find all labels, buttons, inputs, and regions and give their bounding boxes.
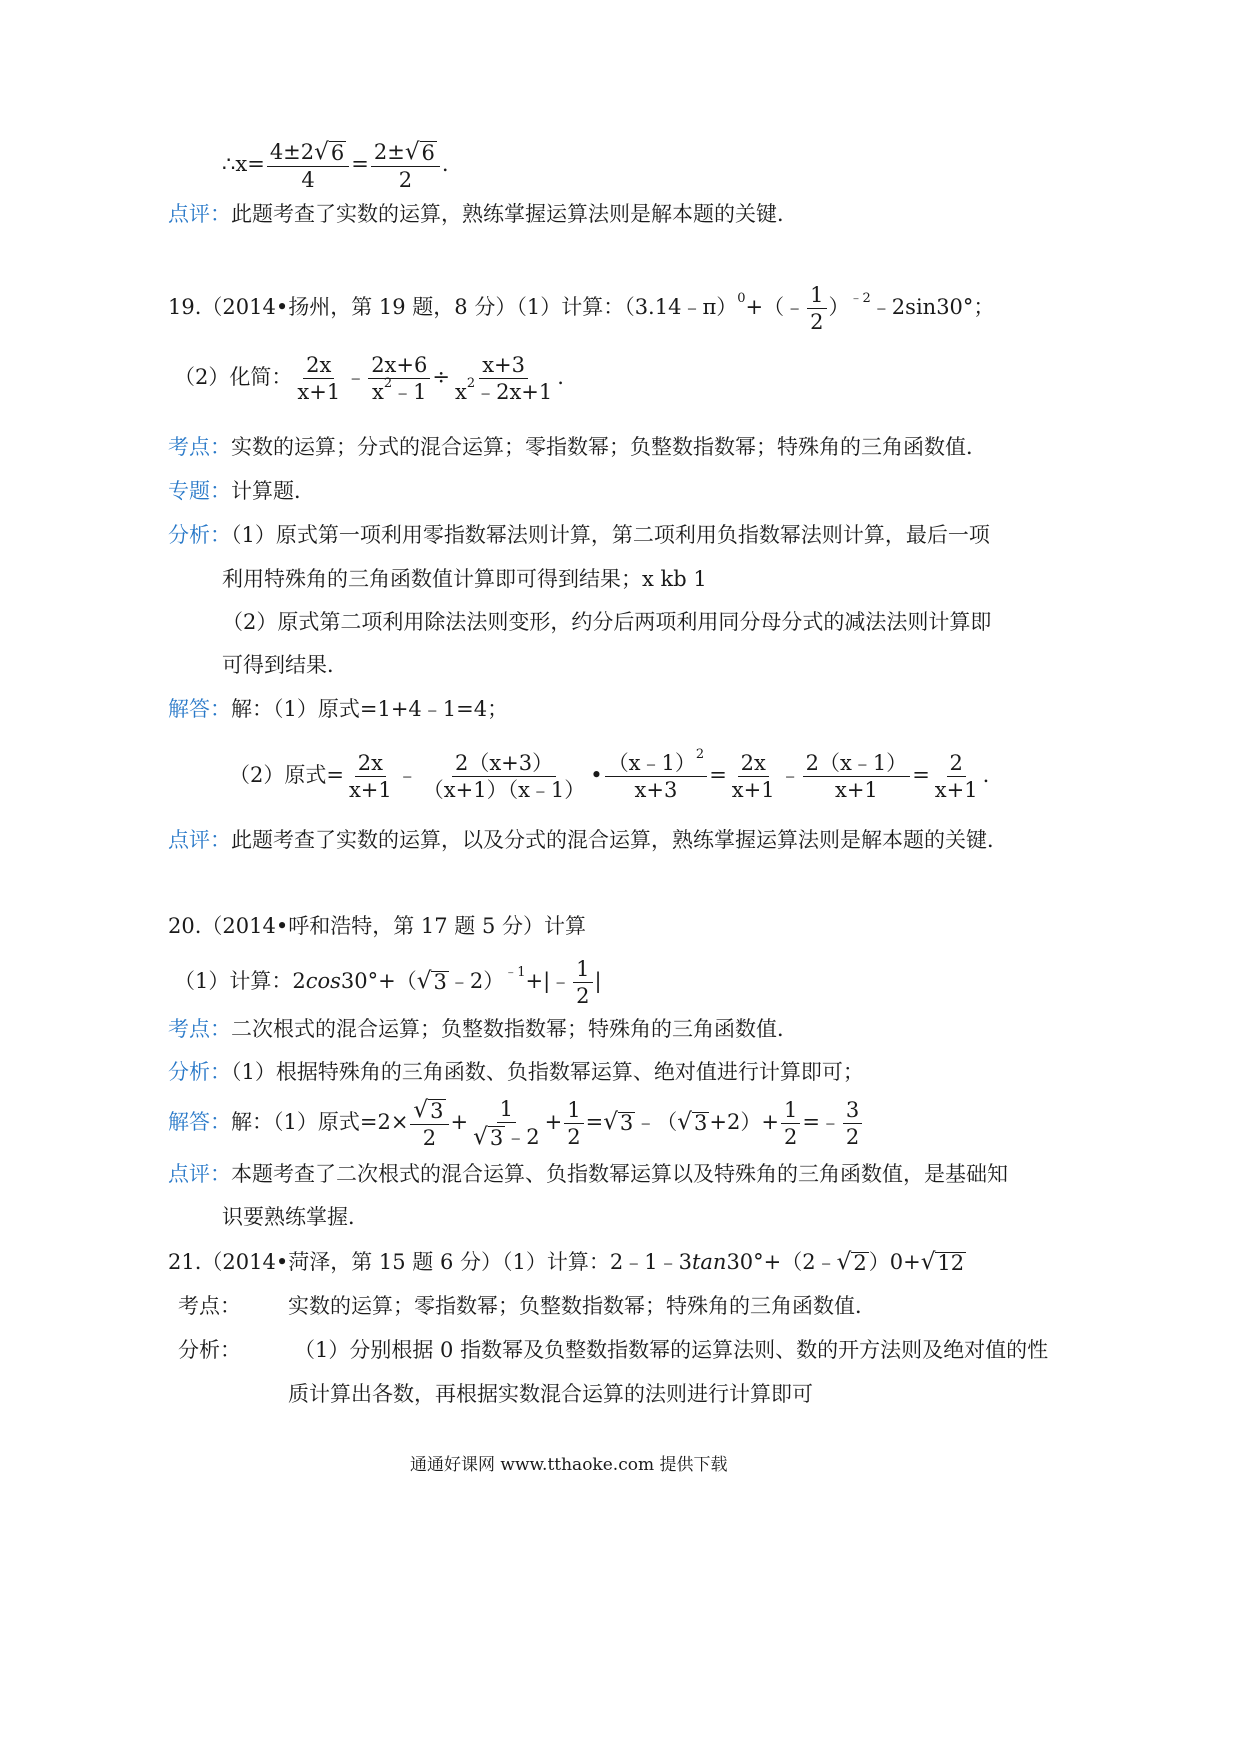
denominator: 2 <box>398 168 413 193</box>
top-review <box>168 204 798 225</box>
kaodian-text: 二次根式的混合运算；负整数指数幂；特殊角的三角函数值． <box>231 1017 798 1041</box>
fenxi-line: （1）原式第一项利用零指数幂法则计算，第二项利用负指数幂法则计算，最后一项 <box>231 523 990 547</box>
numerator <box>410 1098 448 1125</box>
den-part: ﹣1 <box>392 380 427 405</box>
period: . <box>557 365 564 390</box>
jieda-label: 解答： <box>168 1110 231 1135</box>
fraction <box>803 752 911 801</box>
period: . <box>441 152 449 177</box>
numerator <box>605 747 708 777</box>
numerator: 2x <box>355 752 386 777</box>
review-label: 点评： <box>168 202 231 226</box>
q19-text: ） <box>828 295 850 320</box>
equals: = <box>351 152 369 177</box>
den-part: x <box>454 380 467 405</box>
fenxi-label: 分析： <box>168 1060 231 1084</box>
jieda-text: ﹣（ <box>635 1110 678 1135</box>
fraction-1 <box>267 140 349 191</box>
solution-prefix: （2）原式= <box>229 763 344 788</box>
radicand: 3 <box>433 970 447 995</box>
operator: • <box>590 763 603 788</box>
q20-dianping-line2: 识要熟练掌握． <box>222 1205 369 1229</box>
q21-text: 21.（2014•菏泽，第 15 题 6 分）（1）计算：2﹣1﹣3 <box>168 1250 692 1274</box>
operator: ﹣ <box>345 365 367 390</box>
fraction <box>410 1098 448 1149</box>
dianping-label: 点评： <box>168 1162 231 1186</box>
q19-part2 <box>174 354 564 403</box>
numerator: 2x <box>738 752 769 777</box>
q19-fenxi-line4: 可得到结果． <box>222 653 348 677</box>
q19-text: +（﹣ <box>745 295 806 320</box>
numerator-part: 2± <box>373 140 405 164</box>
fraction <box>420 752 589 801</box>
q19-jieda <box>168 699 508 720</box>
q20-text: 30°+（ <box>340 969 417 994</box>
q19-fenxi-line3: （2）原式第二项利用除法法则变形，约分后两项利用同分母分式的减法法则计算即 <box>222 610 992 634</box>
kaodian-label: 考点： <box>168 1017 231 1041</box>
q19-text: ﹣2sin30°； <box>870 295 995 320</box>
radicand: 3 <box>619 1111 634 1136</box>
numerator: 2x+6 <box>368 354 430 379</box>
denominator <box>369 376 430 405</box>
denominator: （x+1）（x﹣1） <box>422 778 586 803</box>
q21-heading <box>168 1251 966 1274</box>
numerator: x+3 <box>479 354 528 379</box>
therefore-x: ∴x= <box>222 152 265 177</box>
fraction <box>781 1099 800 1148</box>
numerator: 1 <box>781 1099 800 1124</box>
numerator: 2x <box>303 354 334 379</box>
q19-kaodian <box>168 437 987 458</box>
cos-func: cos <box>305 969 341 994</box>
fraction-2 <box>371 140 440 191</box>
page-footer: 通通好课网 www.tthaoke.com 提供下载 <box>410 1455 728 1475</box>
operator: ÷ <box>432 365 450 390</box>
review-text: 此题考查了实数的运算，熟练掌握运算法则是解本题的关键． <box>231 202 798 226</box>
q19-zhuanti <box>168 481 315 502</box>
denominator: x+1 <box>297 380 341 405</box>
numerator: 2（x+3） <box>452 752 556 777</box>
kaodian-label: 考点： <box>168 435 231 459</box>
jieda-text: 解：（1）原式=1+4﹣1=4； <box>231 697 509 721</box>
period: . <box>982 763 990 788</box>
part2-label: （2）化简： <box>174 365 293 390</box>
q19-solution-part2 <box>229 747 990 803</box>
q20-fenxi <box>168 1062 864 1083</box>
denominator: 2 <box>845 1125 860 1150</box>
q20-text: （1）计算：2 <box>174 969 306 994</box>
radicand: 12 <box>937 1251 965 1276</box>
operator: = <box>585 1110 604 1135</box>
den-part: x <box>372 380 384 405</box>
dianping-text: 此题考查了实数的运算，以及分式的混合运算，熟练掌握运算法则是解本题的关键． <box>231 828 1008 852</box>
numerator: 1 <box>807 284 826 309</box>
fraction <box>346 752 395 801</box>
denominator: 4 <box>301 168 315 193</box>
fenxi-label: 分析： <box>168 523 231 547</box>
denominator: 2 <box>783 1125 798 1150</box>
q20-dianping <box>168 1164 1008 1185</box>
operator: = <box>912 763 930 788</box>
sqrt: √ 2 <box>836 1249 867 1276</box>
denominator <box>470 1123 542 1149</box>
jieda-text: +2）+ <box>709 1110 779 1135</box>
q20-text: +|﹣ <box>525 969 572 994</box>
numerator: 1 <box>497 1098 516 1123</box>
sqrt: √ 6 <box>404 139 435 166</box>
radicand: 6 <box>330 141 345 166</box>
q19-fenxi-line2: 利用特殊角的三角函数值计算即可得到结果；x kb 1 <box>222 567 707 591</box>
fraction <box>470 1098 542 1149</box>
fraction <box>294 354 343 403</box>
q21-kaodian-text: 实数的运算；零指数幂；负整数指数幂；特殊角的三角函数值． <box>288 1294 876 1318</box>
q21-text: ）0+ <box>868 1250 921 1274</box>
q20-kaodian <box>168 1019 798 1040</box>
q19-dianping <box>168 830 1008 851</box>
q19-fenxi <box>168 525 990 546</box>
radicand: 3 <box>694 1111 708 1136</box>
operator: ﹣ <box>779 763 801 788</box>
denominator: 2 <box>576 984 590 1009</box>
sqrt: √ 3 <box>416 968 447 995</box>
radicand: 3 <box>489 1126 504 1151</box>
numerator: 2 <box>947 752 966 777</box>
denominator: 2 <box>422 1126 437 1151</box>
q21-fenxi-label: 分析： <box>178 1338 241 1362</box>
denominator: x+1 <box>731 778 775 803</box>
sqrt: √ 3 <box>603 1109 634 1136</box>
operator: ﹣ <box>396 763 418 788</box>
numerator: 1 <box>564 1099 583 1124</box>
sqrt: √ 6 <box>314 139 345 166</box>
sqrt: √ 3 <box>473 1124 504 1151</box>
jieda-prefix: 解：（1）原式=2× <box>231 1110 409 1135</box>
operator: + <box>450 1110 469 1135</box>
fraction <box>368 354 430 403</box>
zhuanti-label: 专题： <box>168 479 231 503</box>
radicand: 3 <box>430 1099 444 1124</box>
fraction <box>729 752 778 801</box>
exponent: 0 <box>737 291 746 307</box>
half-fraction <box>807 284 826 333</box>
sqrt: √ 3 <box>413 1097 444 1124</box>
denominator: x+3 <box>634 778 678 803</box>
operator: = <box>709 763 727 788</box>
q21-kaodian-label: 考点： <box>178 1294 241 1318</box>
fraction <box>932 752 981 801</box>
q21-fenxi-line2: 质计算出各数，再根据实数混合运算的法则进行计算即可 <box>288 1382 813 1406</box>
q19-head-text: 19.（2014•扬州，第 19 题，8 分）（1）计算：（3.14﹣π） <box>168 295 738 320</box>
kaodian-text: 实数的运算；分式的混合运算；零指数幂；负整数指数幂；特殊角的三角函数值． <box>231 435 987 459</box>
exponent: 2 <box>383 376 393 392</box>
sqrt: √ 12 <box>920 1249 965 1276</box>
denominator <box>452 376 555 405</box>
denominator: 2 <box>567 1125 581 1150</box>
num-part: （x﹣1） <box>607 751 696 775</box>
exponent: 2 <box>466 376 476 392</box>
q19-heading <box>168 284 994 333</box>
operator: =﹣ <box>802 1110 841 1135</box>
denominator: x+1 <box>934 778 978 803</box>
den-part: ﹣2 <box>505 1125 540 1150</box>
den-part: ﹣2x+1 <box>475 380 553 405</box>
dianping-text: 本题考查了二次根式的混合运算、负指数幂运算以及特殊角的三角函数值，是基础知 <box>231 1162 1008 1186</box>
fraction <box>564 1099 583 1148</box>
exponent: 2 <box>695 747 705 762</box>
fenxi-text: （1）根据特殊角的三角函数、负指数幂运算、绝对值进行计算即可； <box>231 1060 864 1084</box>
jieda-label: 解答： <box>168 697 231 721</box>
radicand: 6 <box>421 141 435 166</box>
q21-text: 30°+（2﹣ <box>726 1250 837 1274</box>
q21-fenxi-line1: （1）分别根据 0 指数幂及负整数指数幂的运算法则、数的开方法则及绝对值的性 <box>294 1338 1049 1362</box>
fraction <box>452 354 555 403</box>
q20-text: ﹣2） <box>448 969 505 994</box>
radicand: 2 <box>853 1251 867 1276</box>
denominator: 2 <box>810 310 824 335</box>
numerator: 3 <box>843 1099 862 1124</box>
q20-jieda <box>168 1098 864 1149</box>
q20-heading: 20.（2014•呼和浩特，第 17 题 5 分）计算 <box>168 914 587 938</box>
zhuanti-text: 计算题． <box>231 479 315 503</box>
operator: + <box>544 1110 563 1135</box>
solution-x-formula <box>222 140 449 191</box>
tan-func: tan <box>691 1250 727 1274</box>
fraction <box>843 1099 862 1148</box>
exponent: ﹣2 <box>849 291 871 307</box>
numerator: 1 <box>573 958 592 983</box>
half-fraction <box>573 958 592 1007</box>
q20-text: | <box>594 969 602 994</box>
numerator-part: 4±2 <box>269 140 315 164</box>
denominator: x+1 <box>834 778 878 803</box>
dianping-label: 点评： <box>168 828 231 852</box>
sqrt: √ 3 <box>677 1109 708 1136</box>
fraction <box>605 747 708 803</box>
numerator: 2（x﹣1） <box>803 752 911 777</box>
q20-part1 <box>174 958 602 1007</box>
denominator: x+1 <box>348 778 392 803</box>
exponent: ﹣1 <box>504 965 526 981</box>
